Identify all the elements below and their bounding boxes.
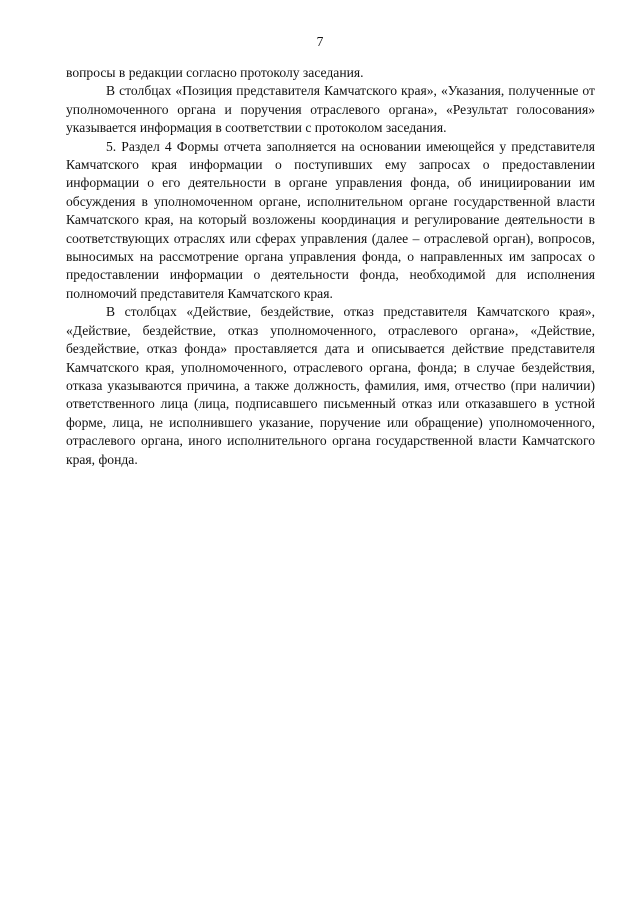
paragraph-1: вопросы в редакции согласно протоколу заседания.: [66, 65, 364, 80]
paragraph-2: В столбцах «Позиция представителя Камчатского края», «Указания, полученные от уполномоченного органа и поручения отраслевого органа», «Результат голосования» указывается информация в соответствии с протоколом заседания.: [66, 83, 595, 136]
paragraph-3: 5. Раздел 4 Формы отчета заполняется на основании имеющейся у представителя Камчатского края информации о поступивших ему запросах о предоставлении информации о его деятельности в органе управления фонда, об инициировании им обсуждения в уполномоченном органе, исполнительном органе государственной власти Камчатского края, на который возложены координация и регулирование деятельности в соответствующих отраслях или сферах управления (далее – отраслевой орган), вопросов, выносимых на рассмотрение органа управления фонда, о направленных им запросах о предоставлении информации о деятельности фонда, необходимой для исполнения полномочий представителя Камчатского края.: [66, 138, 595, 301]
paragraph-4: В столбцах «Действие, бездействие, отказ представителя Камчатского края», «Действие, бездействие, отказ уполномоченного, отраслевого органа», «Действие, бездействие, отказ фонда» проставляется дата и описывается действие представителя Камчатского края, уполномоченного, отраслевого органа, фонда; в случае бездействия, отказа указываются причина, а также должность, фамилия, имя, отчество (при наличии) ответственного лица (лица, подписавшего письменный отказ или отказавшего в устной форме, лица, не исполнившего указание, поручение или обращение) уполномоченного, отраслевого органа, иного исполнительного органа государственной власти Камчатского края, фонда.: [66, 304, 595, 467]
document-body: [66, 64, 595, 469]
page-number: 7: [316, 34, 324, 49]
